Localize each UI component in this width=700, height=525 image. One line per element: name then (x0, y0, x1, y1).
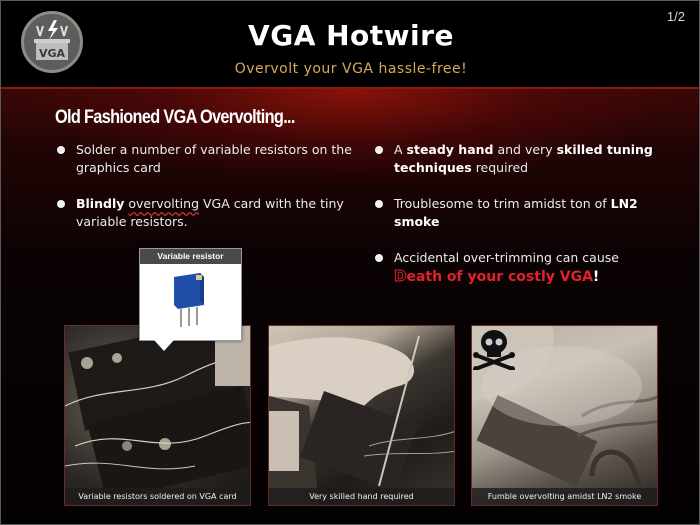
bullet-dot-icon (375, 146, 383, 154)
bullet-dot-icon (57, 146, 65, 154)
circuit-board-photo (65, 326, 251, 506)
photo-resistors-on-card (64, 325, 251, 506)
bullet-item: Troublesome to trim amidst ton of LN2 smoke (373, 195, 663, 231)
variable-resistor-callout (139, 248, 242, 341)
warning-text-initial: D (394, 267, 407, 285)
slide-content (1, 87, 700, 525)
callout-title: Variable resistor (140, 249, 241, 264)
photo-caption: Very skilled hand required (269, 488, 454, 505)
bullet-item: Solder a number of variable resistors on the graphics card (55, 141, 355, 177)
slide-title: VGA Hotwire (248, 19, 454, 52)
spellcheck-underlined-word: overvolting (128, 196, 199, 211)
photo-caption: Fumble overvolting amidst LN2 smoke (472, 488, 657, 505)
skull-crossbones-icon (472, 326, 516, 370)
bullet-dot-icon (375, 200, 383, 208)
hand-tuning-photo (269, 326, 455, 506)
bullet-item: Accidental over-trimming can cause Death of your costly VGA! (373, 249, 663, 286)
bullet-dot-icon (57, 200, 65, 208)
bullet-item: A steady hand and very skilled tuning techniques required (373, 141, 663, 177)
slide-subtitle: Overvolt your VGA hassle-free! (234, 61, 468, 77)
page-indicator: 1/2 (666, 9, 685, 24)
bullet-item: Blindly overvolting VGA card with the tiny variable resistors. (55, 195, 355, 231)
right-bullet-list (373, 141, 663, 304)
svg-text:VGA: VGA (38, 47, 66, 60)
photo-skilled-hand (268, 325, 455, 506)
photo-caption: Variable resistors soldered on VGA card (65, 488, 250, 505)
left-bullet-list (55, 141, 355, 249)
photo-ln2-smoke (471, 325, 658, 506)
warning-text: eath of your costly VGA (406, 269, 593, 285)
variable-resistor-icon (170, 271, 214, 331)
bullet-dot-icon (375, 254, 383, 262)
callout-pointer (154, 340, 174, 351)
section-title: Old Fashioned VGA Overvolting... (55, 107, 295, 128)
slide-header (1, 1, 700, 87)
